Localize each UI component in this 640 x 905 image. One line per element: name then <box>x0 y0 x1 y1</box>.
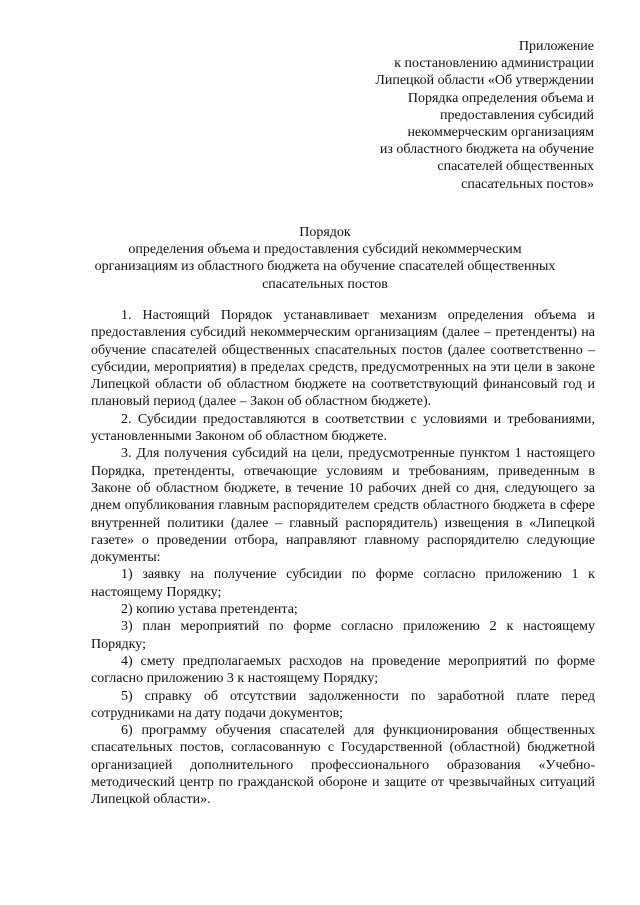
appendix-line: некоммерческим организациям <box>407 125 594 141</box>
title-subtitle-line: спасательных постов <box>262 276 388 292</box>
appendix-note <box>294 38 594 193</box>
appendix-line: Липецкой области «Об утверждении <box>375 73 594 89</box>
title-subtitle-line: организациям из областного бюджета на обучение спасателей общественных <box>94 259 556 275</box>
appendix-line: спасателей общественных <box>437 159 594 175</box>
title-heading: Порядок <box>299 225 351 240</box>
document-title <box>60 224 590 293</box>
list-item-1: 1) заявку на получение субсидии по форме согласно приложению 1 к настоящему Порядку; <box>91 567 595 600</box>
appendix-line: к постановлению администрации <box>394 56 594 72</box>
appendix-line: Порядка определения объема и <box>407 90 594 106</box>
list-item-6: 6) программу обучения спасателей для функционирования общественных спасательных постов, согласованную с Государственной (областной) бюджетной организацией дополнительного профессионального образования «Учебно-методический центр по гражданской обороне и защите от чрезвычайных ситуаций Липецкой области». <box>91 723 595 808</box>
document-body <box>91 307 595 809</box>
paragraph-1: 1. Настоящий Порядок устанавливает механизм определения объема и предоставления субсидий некоммерческим организациям (далее – претенденты) на обучение спасателей общественных спасательных постов (далее соответственно – субсидии, мероприятия) в пределах средств, предусмотренных на эти цели в законе Липецкой области об областном бюджете на соответствующий финансовый год и плановый период (далее – Закон об областном бюджете). <box>91 308 595 410</box>
paragraph-2: 2. Субсидии предоставляются в соответствии с условиями и требованиями, установленными Законом об областном бюджете. <box>91 411 595 445</box>
appendix-line: Приложение <box>518 39 594 54</box>
appendix-line: предоставления субсидий <box>439 107 594 123</box>
title-subtitle-line: определения объема и предоставления субсидий некоммерческим <box>128 242 522 258</box>
list-item-3: 3) план мероприятий по форме согласно приложению 2 к настоящему Порядку; <box>91 619 595 652</box>
appendix-line: из областного бюджета на обучение <box>379 142 594 158</box>
paragraph-3: 3. Для получения субсидий на цели, предусмотренные пунктом 1 настоящего Порядка, претенденты, отвечающие условиям и требованиям, приведенным в Законе об областном бюджете, в течение 10 рабочих дней со дня, следующего за днем опубликования главным распорядителем средств областного бюджета в сфере внутренней политики (далее – главный распорядитель) извещения в «Липецкой газете» о проведении отбора, направляют главному распорядителю следующие документы: <box>91 446 595 566</box>
list-item-4: 4) смету предполагаемых расходов на проведение мероприятий по форме согласно приложению 3 к настоящему Порядку; <box>91 653 595 687</box>
appendix-line: спасательных постов» <box>461 176 594 192</box>
list-item-2: 2) копию устава претендента; <box>121 602 298 618</box>
list-item-5: 5) справку об отсутствии задолженности по заработной плате перед сотрудниками на дату подачи документов; <box>91 688 595 721</box>
